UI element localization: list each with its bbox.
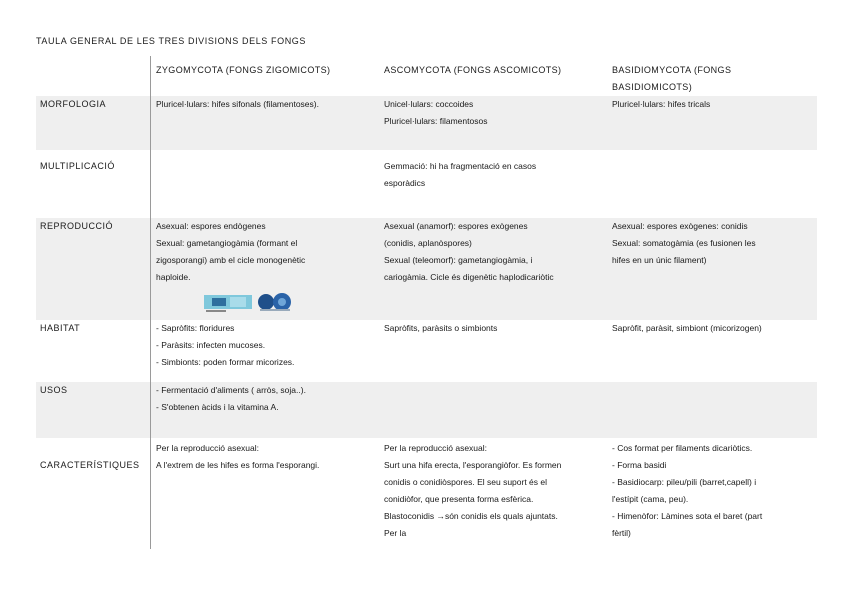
table-row-habitat bbox=[36, 320, 817, 380]
cell-line: - Himenòfor: Làmines sota el baret (part bbox=[612, 511, 763, 521]
cell-line: Pluricel·lulars: filamentosos bbox=[384, 116, 488, 126]
cell-line: esporàdics bbox=[384, 178, 426, 188]
cell-line: Sapròfit, paràsit, simbiont (micorizogen) bbox=[612, 323, 762, 333]
cell-ascomycota bbox=[384, 158, 609, 192]
cell-basidiomycota bbox=[612, 218, 812, 269]
row-label: MORFOLOGIA bbox=[40, 99, 107, 109]
cell-zygomycota bbox=[156, 218, 381, 286]
cell-line: Asexual: espores exògenes: conidis bbox=[612, 221, 748, 231]
column-header-line: ZYGOMYCOTA (FONGS ZIGOMICOTS) bbox=[156, 65, 331, 75]
cell-line: Pluricel·lulars: hifes tricals bbox=[612, 99, 711, 109]
column-header-ascomycota bbox=[384, 62, 561, 79]
cell-line: conidis o conidiòspores. El seu suport és el bbox=[384, 477, 548, 487]
row-label: USOS bbox=[40, 385, 68, 395]
cell-line: Pluricel·lulars: hifes sifonals (filamentoses). bbox=[156, 99, 319, 109]
cell-line: Per la reproducció asexual: bbox=[156, 443, 260, 453]
cell-line: cariogàmia. Cicle és digenètic haplodicariòtic bbox=[384, 272, 554, 282]
cell-line: Asexual: espores endògenes bbox=[156, 221, 266, 231]
page-title: TAULA GENERAL DE LES TRES DIVISIONS DELS FONGS bbox=[36, 36, 307, 46]
cell-line: Sexual: somatogàmia (es fusionen les bbox=[612, 238, 756, 248]
cell-zygomycota bbox=[156, 440, 381, 474]
cell-zygomycota bbox=[156, 320, 381, 371]
cell-line: - Basidiocarp: pileu/pili (barret,capell) i bbox=[612, 477, 757, 487]
cell-line: Asexual (anamorf): espores exògenes bbox=[384, 221, 528, 231]
life-cycle-diagram-thumbnail bbox=[204, 292, 302, 314]
row-label: REPRODUCCIÓ bbox=[40, 221, 114, 231]
cell-line: (conidis, aplanòspores) bbox=[384, 238, 472, 248]
cell-line: hifes en un únic filament) bbox=[612, 255, 707, 265]
table-row-reproduccio bbox=[36, 218, 817, 320]
cell-line: l'estípit (cama, peu). bbox=[612, 494, 689, 504]
cell-line: Per la reproducció asexual: bbox=[384, 443, 488, 453]
cell-line: Sapròfits, paràsits o simbionts bbox=[384, 323, 498, 333]
column-header-basidiomycota bbox=[612, 62, 731, 96]
cell-ascomycota bbox=[384, 440, 609, 542]
cell-line: A l'extrem de les hifes es forma l'esporangi. bbox=[156, 460, 320, 470]
cell-line: - Fermentació d'aliments ( arròs, soja..). bbox=[156, 385, 306, 395]
cell-line: - Paràsits: infecten mucoses. bbox=[156, 340, 266, 350]
cell-line: Surt una hifa erecta, l'esporangiòfor. Es formen bbox=[384, 460, 562, 470]
cell-basidiomycota bbox=[612, 320, 812, 337]
cell-line: Per la bbox=[384, 528, 407, 538]
cell-line: - Simbionts: poden formar micorizes. bbox=[156, 357, 295, 367]
cell-line: Blastoconidis →són conidis els quals ajuntats. bbox=[384, 511, 558, 521]
cell-zygomycota bbox=[156, 382, 381, 416]
cell-basidiomycota bbox=[612, 96, 812, 113]
cell-line: - S'obtenen àcids i la vitamina A. bbox=[156, 402, 279, 412]
cell-line: Sexual: gametangiogàmia (formant el bbox=[156, 238, 298, 248]
column-header-line: BASIDIOMYCOTA (FONGS bbox=[612, 65, 732, 75]
table-row-multiplicacio bbox=[36, 158, 817, 208]
cell-ascomycota bbox=[384, 96, 609, 130]
table-row-usos bbox=[36, 382, 817, 438]
column-header-line: ASCOMYCOTA (FONGS ASCOMICOTS) bbox=[384, 65, 562, 75]
cell-ascomycota bbox=[384, 218, 609, 286]
table-row-morfologia bbox=[36, 96, 817, 150]
cell-line: - Sapròfits: floridures bbox=[156, 323, 235, 333]
cell-line: zigosporangi) amb el cicle monogenètic bbox=[156, 255, 306, 265]
row-label: CARACTERÍSTIQUES bbox=[40, 460, 140, 470]
column-header-line: BASIDIOMICOTS) bbox=[612, 82, 693, 92]
row-label: MULTIPLICACIÓ bbox=[40, 161, 115, 171]
cell-line: Unicel·lulars: coccoides bbox=[384, 99, 474, 109]
cell-line: - Forma basidi bbox=[612, 460, 667, 470]
table-row-caracteristiques bbox=[36, 440, 817, 548]
cell-line: conidiòfor, que presenta forma esfèrica. bbox=[384, 494, 534, 504]
cell-line: Sexual (teleomorf): gametangiogàmia, i bbox=[384, 255, 533, 265]
cell-zygomycota bbox=[156, 96, 381, 113]
row-label: HABITAT bbox=[40, 323, 81, 333]
label-column-divider bbox=[150, 56, 151, 549]
cell-line: haploide. bbox=[156, 272, 191, 282]
cell-ascomycota bbox=[384, 320, 609, 337]
cell-line: Gemmació: hi ha fragmentació en casos bbox=[384, 161, 537, 171]
column-header-zygomycota bbox=[156, 62, 330, 79]
cell-basidiomycota bbox=[612, 440, 812, 542]
cell-line: - Cos format per filaments dicariòtics. bbox=[612, 443, 753, 453]
cell-line: fèrtil) bbox=[612, 528, 631, 538]
